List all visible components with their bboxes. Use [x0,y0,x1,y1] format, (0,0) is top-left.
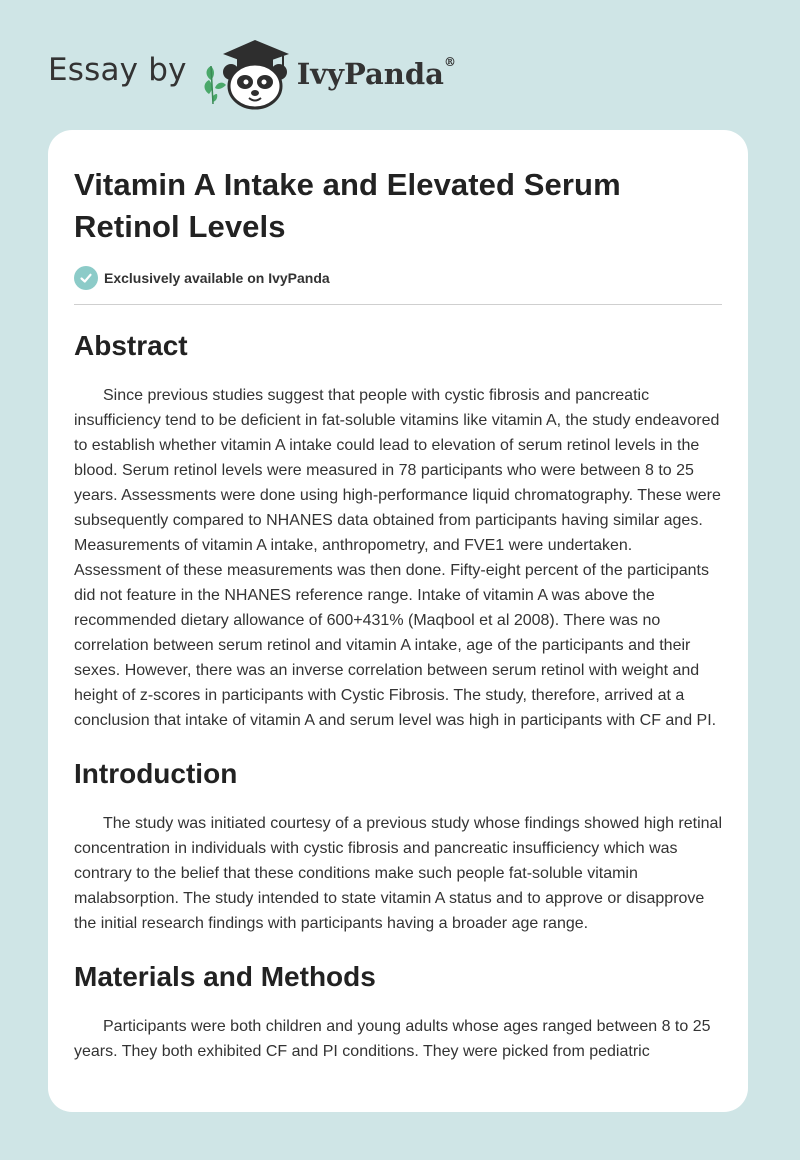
exclusive-badge-label: Exclusively available on IvyPanda [104,270,330,286]
ivy-leaf-icon [204,66,226,102]
exclusive-badge [74,266,722,305]
brand-name[interactable]: IvyPanda® [296,55,456,91]
section-paragraph: The study was initiated courtesy of a previous study whose findings showed high retinal concentration in individuals with cystic fibrosis and pancreatic insufficiency which was contrary to the belief that these conditions make such people fat-soluble vitamin malabsorption. The study intended to state vitamin A status and to approve or disapprove the initial research findings with participants having a broader age range. [74,815,723,932]
section-introduction [74,757,722,936]
section-paragraph: Participants were both children and young adults whose ages ranged between 8 to 25 years. They both exhibited CF and PI conditions. They were picked from pediatric [74,1018,711,1060]
article-card [48,130,748,1112]
section-heading: Abstract [74,330,188,361]
check-circle-icon [74,266,98,290]
section-heading: Introduction [74,758,238,789]
site-header [48,36,456,110]
section-heading: Materials and Methods [74,961,376,992]
section-materials-and-methods [74,960,722,1064]
panda-graduate-logo-icon[interactable] [201,36,293,110]
section-abstract [74,329,722,733]
section-paragraph: Since previous studies suggest that people with cystic fibrosis and pancreatic insufficiency tend to be deficient in fat-soluble vitamins like vitamin A, the study endeavored to establish whether vitamin A intake could lead to elevation of serum retinol levels in the blood. Serum retinol levels were measured in 78 participants who were between 8 to 25 years. Assessments were done using high-performance liquid chromatography. These were subsequently compared to NHANES data obtained from participants having similar ages. Measurements of vitamin A intake, anthropometry, and FVE1 were undertaken. Assessment of these measurements was then done. Fifty-eight percent of the participants did not feature in the NHANES reference range. Intake of vitamin A was above the recommended dietary allowance of 600+431% (Maqbool et al 2008). There was no correlation between serum retinol and vitamin A intake, age of the participants and their sexes. However, there was an inverse correlation between serum retinol with weight and height of z-scores in participants with Cystic Fibrosis. The study, therefore, arrived at a conclusion that intake of vitamin A and serum level was high in participants with CF and PI. [74,387,721,729]
essay-by-label: Essay by [48,52,187,88]
registered-mark: ® [443,55,456,69]
article-title: Vitamin A Intake and Elevated Serum Retinol Levels [74,167,621,244]
